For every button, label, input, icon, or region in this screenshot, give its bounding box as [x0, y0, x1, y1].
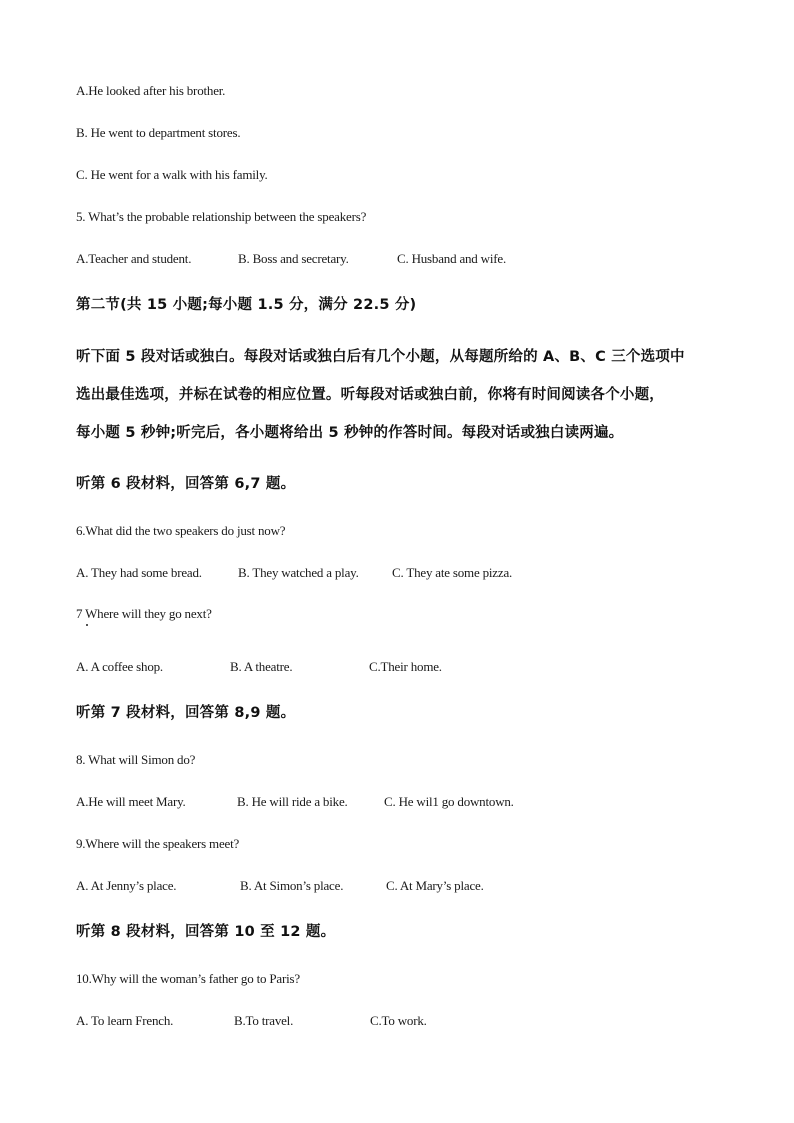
q4-option-b: B. He went to department stores. — [76, 125, 241, 140]
q5-option-b: B. Boss and secretary. — [238, 251, 349, 266]
q10-option-a: A. To learn French. — [76, 1013, 174, 1028]
instructions-line-3: 每小题 5 秒钟;听完后，各小题将给出 5 秒钟的作答时间。每段对话或独白读两遍。 — [76, 425, 624, 441]
instructions-line-1: 听下面 5 段对话或独白。每段对话或独白后有几个小题，从每题所给的 A、B、C 三个选项中 — [76, 349, 685, 365]
q9-option-b: B. At Simon’s place. — [240, 878, 344, 893]
q6-option-a: A. They had some bread. — [76, 565, 202, 580]
q8-option-b: B. He will ride a bike. — [237, 794, 348, 809]
q5-option-c: C. Husband and wife. — [397, 251, 507, 266]
q9-option-a: A. At Jenny’s place. — [76, 878, 177, 893]
question-6: 6.What did the two speakers do just now? — [76, 523, 286, 538]
q8-option-c: C. He wil1 go downtown. — [384, 794, 514, 809]
question-7: 7 Where will they go next? — [76, 606, 212, 621]
section-2-heading: 第二节(共 15 小题;每小题 1.5 分，满分 22.5 分) — [76, 297, 417, 313]
q10-option-c: C.To work. — [370, 1013, 427, 1028]
question-9: 9.Where will the speakers meet? — [76, 836, 240, 851]
q6-option-c: C. They ate some pizza. — [392, 565, 513, 580]
question-5: 5. What’s the probable relationship between the speakers? — [76, 209, 367, 224]
material-7-heading: 听第 7 段材料，回答第 8,9 题。 — [76, 705, 296, 721]
q7-option-a: A. A coffee shop. — [76, 659, 163, 674]
q4-option-c: C. He went for a walk with his family. — [76, 167, 268, 182]
q7-option-c: C.Their home. — [369, 659, 442, 674]
q5-option-a: A.Teacher and student. — [76, 251, 192, 266]
material-8-heading: 听第 8 段材料，回答第 10 至 12 题。 — [76, 924, 336, 940]
material-6-heading: 听第 6 段材料，回答第 6,7 题。 — [76, 476, 296, 492]
question-10: 10.Why will the woman’s father go to Paris? — [76, 971, 300, 986]
q6-option-b: B. They watched a play. — [238, 565, 359, 580]
q4-option-a: A.He looked after his brother. — [76, 83, 226, 98]
question-8: 8. What will Simon do? — [76, 752, 196, 767]
q8-option-a: A.He will meet Mary. — [76, 794, 186, 809]
q9-option-c: C. At Mary’s place. — [386, 878, 484, 893]
q10-option-b: B.To travel. — [234, 1013, 294, 1028]
q7-option-b: B. A theatre. — [230, 659, 293, 674]
stray-dot — [86, 624, 88, 626]
instructions-line-2: 选出最佳选项，并标在试卷的相应位置。听每段对话或独白前，你将有时间阅读各个小题， — [76, 387, 664, 403]
